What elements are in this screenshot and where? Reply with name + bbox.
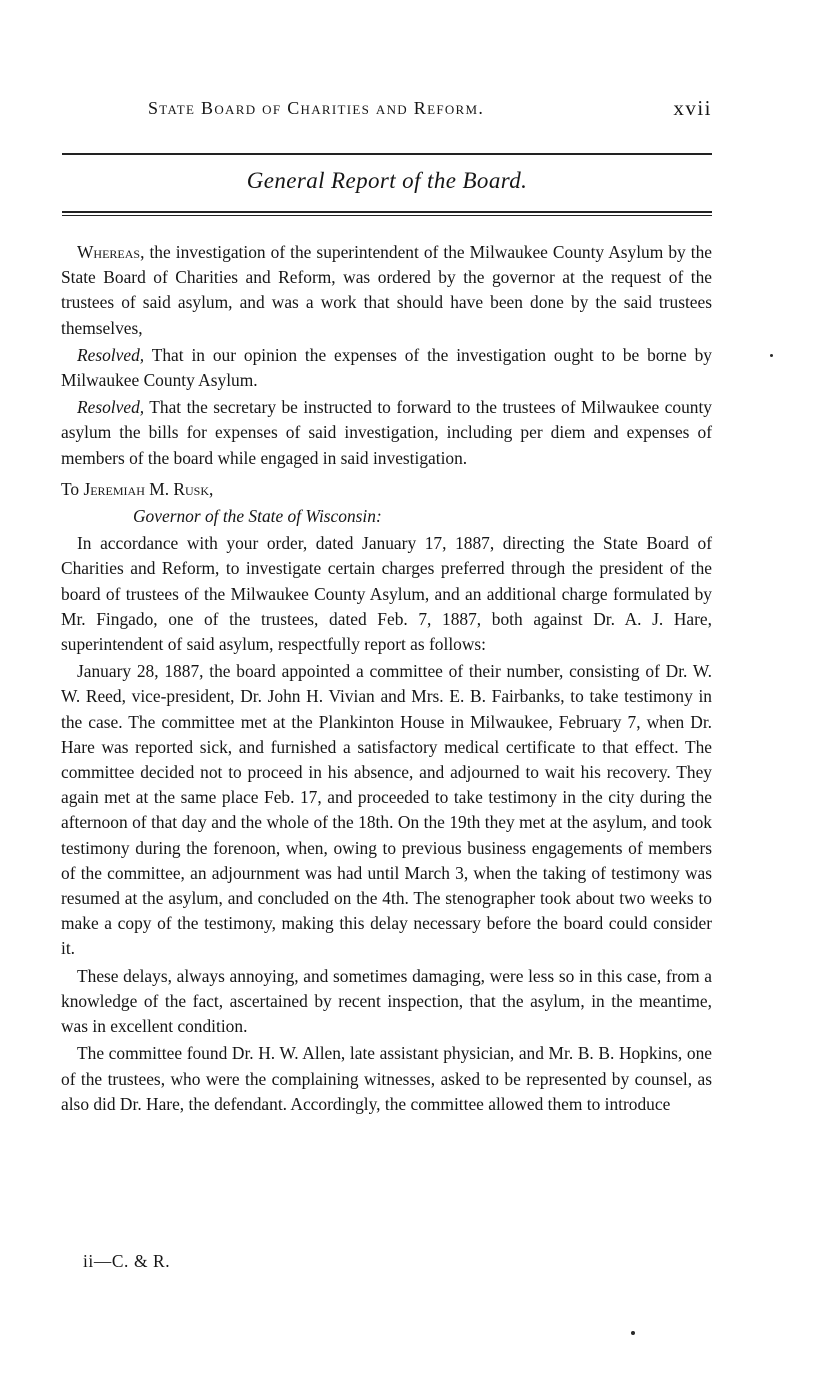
- paragraph-resolved-1: [61, 343, 712, 393]
- paragraph-text: That in our opinion the expenses of the investigation ought to be borne by Milwaukee County Asylum.: [61, 344, 712, 391]
- lead-word: Resolved,: [77, 344, 145, 365]
- paragraph-text: the investigation of the superintendent of the Milwaukee County Asylum by the State Board of Charities and Reform, was ordered by the governor at the request of the trustees of said asylum, and was a work that should have been done by the said trustees themselves,: [61, 242, 712, 338]
- bottom-rule-thin: [62, 215, 712, 216]
- page-number: xvii: [673, 96, 712, 120]
- body-text: [61, 240, 712, 1119]
- paragraph-committee: January 28, 1887, the board appointed a committee of their number, consisting of Dr. W. W. Reed, vice-president, Dr. John H. Vivian and Mrs. E. B. Fairbanks, to take testimony in the case. The committee met at the Plankinton House in Milwaukee, February 7, when Dr. Hare was reported sick, and furnished a satisfactory medical certificate to that effect. The committee decided not to proceed in his absence, and adjourned to wait his recovery. They again met at the same place Feb. 17, and proceeded to take testimony in the city during the afternoon of that day and the whole of the 18th. On the 19th they met at the asylum, and took testimony during the forenoon, when, owing to previous business engagements of members of the committee, an adjournment was had until March 3, when the taking of testimony was resumed at the asylum, and concluded on the 4th. The stenographer took about two weeks to make a copy of the testimony, making this delay necessary before the board could consider it.: [61, 661, 712, 959]
- addressee-to: To: [61, 478, 84, 499]
- lead-word: Resolved,: [77, 397, 145, 418]
- addressee-name: Jeremiah M. Rusk,: [83, 478, 214, 499]
- paragraph-delays: These delays, always annoying, and sometimes damaging, were less so in this case, from a knowledge of the fact, ascertained by recent inspection, that the asylum, in the meantime, was in excellent condition.: [61, 965, 712, 1037]
- ink-speck: [631, 1331, 635, 1335]
- addressee: [61, 477, 712, 502]
- paragraph-witnesses: The committee found Dr. H. W. Allen, late assistant physician, and Mr. B. B. Hopkins, one of the trustees, who were the complaining witnesses, asked to be represented by counsel, as also did Dr. Hare, the defendant. Accordingly, the committee allowed them to introduce: [61, 1043, 712, 1114]
- ink-speck: [770, 354, 773, 357]
- paragraph-resolved-2: [61, 395, 712, 471]
- addressee-title: Governor of the State of Wisconsin:: [133, 506, 382, 527]
- running-head: [62, 94, 712, 130]
- lead-word: Whereas,: [77, 242, 145, 262]
- section-title: General Report of the Board.: [246, 168, 528, 193]
- paragraph-order: In accordance with your order, dated January 17, 1887, directing the State Board of Charities and Reform, to investigate certain charges preferred through the president of the board of trustees of the Milwaukee County Asylum, and an additional charge formulated by Mr. Fingado, one of the trustees, dated Feb. 7, 1887, both against Dr. A. J. Hare, superintendent of said asylum, respectfully report as follows:: [61, 533, 712, 655]
- running-title: State Board of Charities and Reform.: [148, 98, 485, 118]
- paragraph-whereas: [61, 240, 712, 341]
- bottom-rule: [62, 211, 712, 213]
- paragraph-text: That the secretary be instructed to forward to the trustees of Milwaukee county asylum the bills for expenses of said investigation, including per diem and expenses of members of the board while engaged in said investigation.: [61, 397, 712, 468]
- top-rule: [62, 153, 712, 155]
- signature-mark: ii—C. & R.: [83, 1251, 171, 1271]
